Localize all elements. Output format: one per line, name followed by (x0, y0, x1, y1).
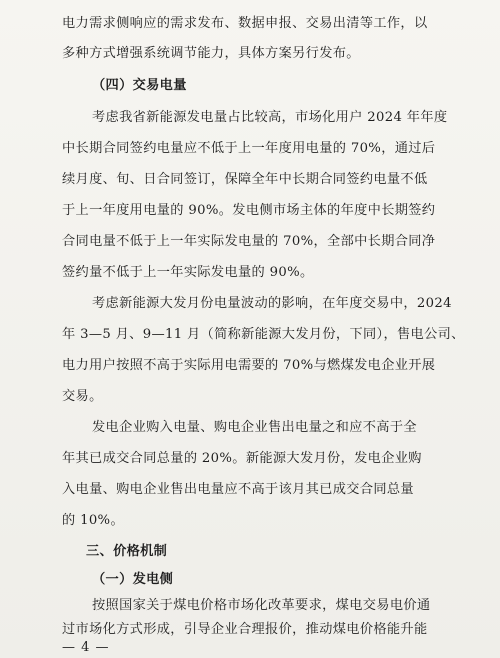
text-line: 中长期合同签约电量应不低于上一年度用电量的 70%，通过后 (62, 141, 436, 156)
page-number: — 4 — (62, 640, 110, 655)
text-line: 电力需求侧响应的需求发布、数据申报、交易出清等工作，以 (62, 16, 428, 31)
text-line: 续月度、旬、日合同签订，保障全年中长期合同签约电量不低 (62, 172, 428, 187)
text-line: 年 3—5 月、9—11 月（简称新能源大发月份，下同），售电公司、 (62, 327, 465, 342)
text-line: 于上一年度用电量的 90%。发电侧市场主体的年度中长期签约 (62, 203, 436, 218)
text-line: 考虑新能源大发月份电量波动的影响，在年度交易中，2024 (92, 296, 452, 311)
text-line: 按照国家关于煤电价格市场化改革要求，煤电交易电价通 (92, 598, 431, 613)
subsection-heading: （一）发电侧 (92, 572, 174, 587)
text-line: 考虑我省新能源发电量占比较高，市场化用户 2024 年年度 (92, 110, 448, 125)
text-line: 签约量不低于上一年实际发电量的 90%。 (62, 265, 314, 280)
text-line: 发电企业购入电量、购电企业售出电量之和应不高于全 (92, 420, 417, 435)
text-line: 过市场化方式形成，引导企业合理报价，推动煤电价格能升能 (62, 622, 428, 637)
text-line: 合同电量不低于上一年实际发电量的 70%，全部中长期合同净 (62, 234, 436, 249)
section-heading: 三、价格机制 (86, 544, 168, 559)
text-line: 年其已成交合同总量的 20%。新能源大发月份，发电企业购 (62, 451, 422, 466)
text-line: 入电量、购电企业售出电量应不高于该月其已成交合同总量 (62, 482, 414, 497)
section-heading: （四）交易电量 (92, 78, 187, 93)
text-line: 多种方式增强系统调节能力，具体方案另行发布。 (62, 46, 360, 61)
text-line: 交易。 (62, 389, 103, 404)
text-line: 电力用户按照不高于实际用电需要的 70%与燃煤发电企业开展 (62, 358, 436, 373)
text-line: 的 10%。 (62, 513, 124, 528)
